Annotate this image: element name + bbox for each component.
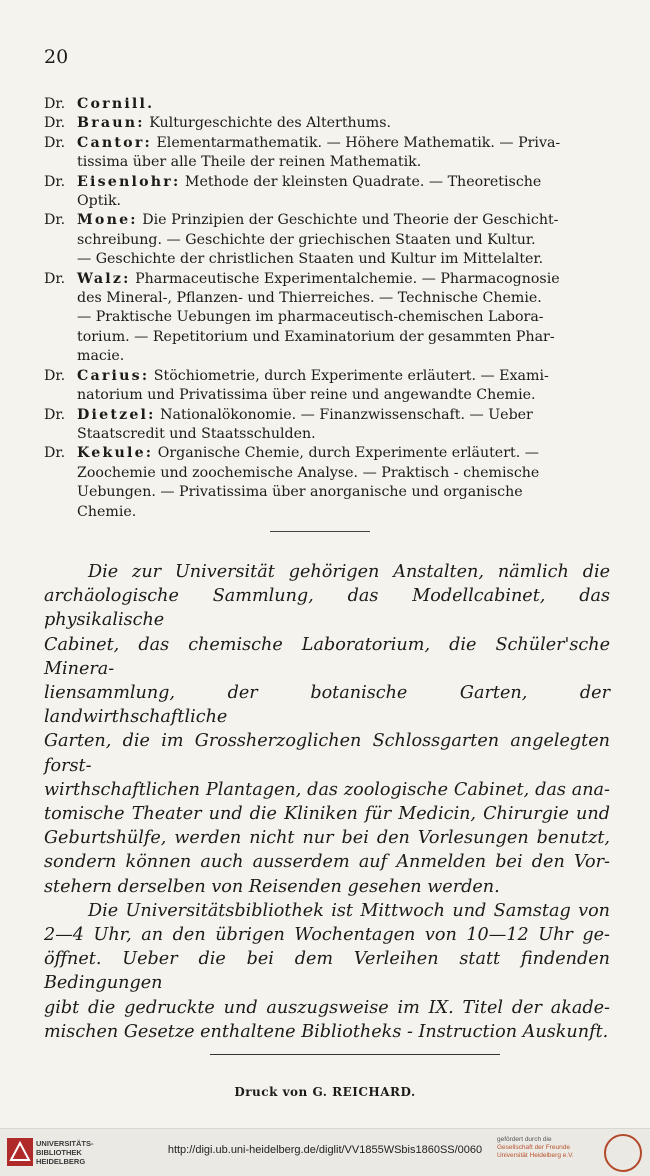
lecture-entry [44,134,610,173]
lecturer-name: Braun: [77,115,145,132]
text-line: stehern derselben von Reisenden gesehen werden. [44,876,500,897]
library-name-line3: HEIDELBERG [36,1157,86,1166]
entry-continuation-line: — Praktische Uebungen im pharmaceutisch-chemischen Labora- [77,309,544,326]
text-line: liensammlung, der botanische Garten, der landwirthschaftliche [44,683,610,728]
text-line: Garten, die im Grossherzoglichen Schlossgarten angelegten forst- [44,731,610,776]
lecture-entry [44,211,610,269]
text-line: mischen Gesetze enthaltene Bibliotheks - Instruction Auskunft. [44,1021,609,1042]
entry-continuation-line: Staatscredit und Staatsschulden. [77,425,316,442]
text-line: Die Universitätsbibliothek ist Mittwoch und Samstag von [88,900,610,921]
entry-continuation-line: natorium und Privatissima über reine und angewandte Chemie. [77,387,536,404]
entry-title: Dr. [44,367,66,384]
lecturer-name: Mone: [77,212,138,229]
entry-first-line [44,270,610,289]
page-number: 20 [44,46,69,68]
text-line: 2—4 Uhr, an den übrigen Wochentagen von 10—12 Uhr ge- [44,925,610,946]
entry-title: Dr. [44,406,66,423]
text-line: Die zur Universität gehörigen Anstalten, nämlich die [88,562,610,582]
course-text: Die Prinzipien der Geschichte und Theorie der Geschicht- [137,212,559,229]
sponsor-line2: Gesellschaft der Freunde [497,1144,570,1151]
lecturer-name: Cantor: [77,134,152,151]
entry-continuation-line: Optik. [77,193,122,210]
lecture-list [44,95,610,522]
library-name-line1: UNIVERSITÄTS- [36,1139,94,1148]
entry-continuation-line: Uebungen. — Privatissima über anorganische und organische [77,484,523,501]
entry-continuation-line: tissima über alle Theile der reinen Mathematik. [77,154,422,171]
library-name-line2: BIBLIOTHEK [36,1148,82,1157]
entry-title: Dr. [44,134,66,151]
institutions-text [44,560,610,1044]
entry-first-line [44,211,610,230]
lecturer-name: Cornill. [77,96,155,112]
paragraph-institutions [44,560,610,899]
sponsor-line1: gefördert durch die [497,1136,552,1143]
lecturer-name: Dietzel: [77,406,156,423]
entry-first-line [44,114,610,133]
text-line: öffnet. Ueber die bei dem Verleihen statt findenden Bedingungen [44,949,610,994]
lecture-entry [44,444,610,522]
entry-title: Dr. [44,445,66,462]
sponsor-line3: Universität Heidelberg e.V. [497,1152,574,1159]
lecture-entry [44,173,610,212]
entry-title: Dr. [44,173,66,190]
entry-title: Dr. [44,212,66,229]
footer-divider [210,1054,500,1055]
course-text: Pharmaceutische Experimentalchemie. — Pharmacognosie [130,270,560,287]
paragraph-library [44,899,610,1044]
course-text: Organische Chemie, durch Experimente erläutert. — [153,445,539,462]
entry-first-line [44,367,610,386]
text-line: gibt die gedruckte und auszugsweise im IX. Titel der akade- [44,997,610,1018]
entry-continuation-line: des Mineral-, Pflanzen- und Thierreiches. — Technische Chemie. [77,290,542,307]
entry-first-line [44,406,610,425]
section-divider [270,531,370,532]
lecturer-name: Kekule: [77,445,154,462]
lecture-entry [44,270,610,367]
lecture-entry [44,114,610,133]
text-line: tomische Theater und die Kliniken für Medicin, Chirurgie und [44,804,610,825]
text-line: sondern können auch ausserdem auf Anmelden bei den Vor- [44,852,610,873]
permalink-url[interactable]: http://digi.ub.uni-heidelberg.de/diglit/VV1855WSbis1860SS/0060 [167,1144,483,1156]
entry-first-line [44,134,610,153]
lecturer-name: Walz: [77,270,131,287]
lecture-entry [44,406,610,445]
sponsor-seal-icon [604,1134,642,1172]
lecture-entry [44,95,610,114]
text-line: Cabinet, das chemische Laboratorium, die Schüler'sche Minera- [44,634,610,679]
course-text: Methode der kleinsten Quadrate. — Theoretische [180,173,542,190]
lecturer-name: Eisenlohr: [77,173,181,190]
entry-continuation-line: Chemie. [77,503,137,520]
entry-first-line [44,95,610,114]
entry-continuation-line: — Geschichte der christlichen Staaten und Kultur im Mittelalter. [77,251,544,268]
entry-continuation-line: torium. — Repetitorium und Examinatorium der gesammten Phar- [77,328,555,345]
lecture-entry [44,367,610,406]
entry-first-line [44,444,610,463]
text-line: archäologische Sammlung, das Modellcabinet, das physikalische [44,586,610,631]
lecturer-name: Carius: [77,367,150,384]
viewer-footer [0,1128,650,1176]
entry-first-line [44,173,610,192]
entry-title: Dr. [44,270,66,287]
text-line: Geburtshülfe, werden nicht nur bei den Vorlesungen benutzt, [44,828,610,849]
course-text: Elementarmathematik. — Höhere Mathematik. — Priva- [151,134,561,151]
entry-title: Dr. [44,115,66,132]
entry-continuation-line: macie. [77,348,125,365]
entry-continuation-line: Zoochemie und zoochemische Analyse. — Praktisch - chemische [77,464,540,481]
printer-imprint: Druck von G. REICHARD. [234,1085,416,1099]
sponsor-credit [497,1136,607,1160]
course-text: Kulturgeschichte des Alterthums. [144,115,392,132]
entry-title: Dr. [44,96,66,112]
course-text: Stöchiometrie, durch Experimente erläutert. — Exami- [149,367,549,384]
entry-continuation-line: schreibung. — Geschichte der griechischen Staaten und Kultur. [77,231,536,248]
text-line: wirthschaftlichen Plantagen, das zoologische Cabinet, das ana- [44,779,610,800]
course-text: Nationalökonomie. — Finanzwissenschaft. — Ueber [155,406,533,423]
